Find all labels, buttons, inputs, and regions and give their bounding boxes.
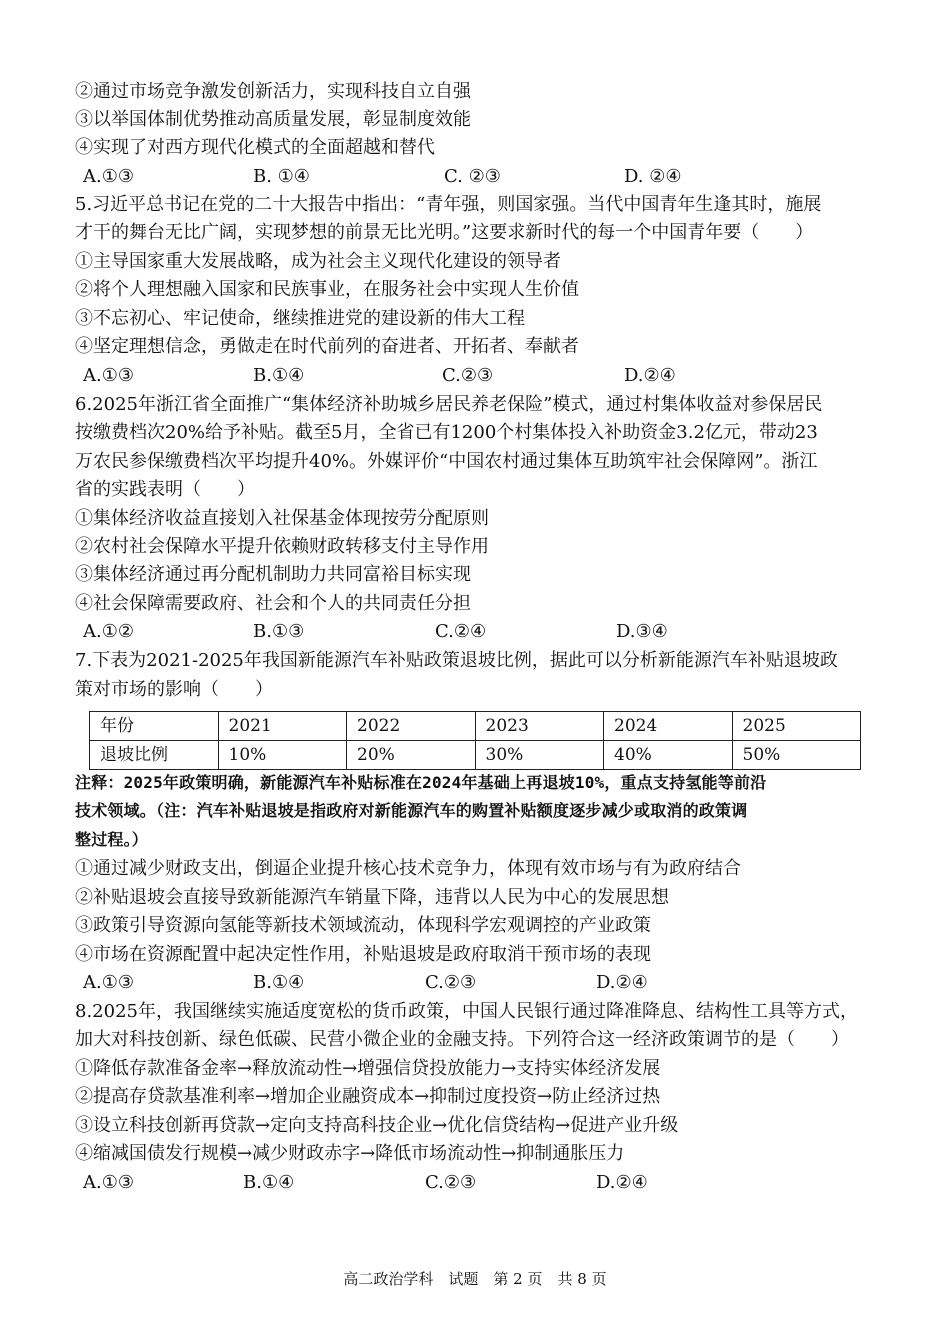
- q6-item-4: ④社会保障需要政府、社会和个人的共同责任分担: [75, 593, 471, 614]
- q7-option-d: D.②④: [596, 972, 648, 993]
- q4-option-d: D. ②④: [624, 166, 682, 187]
- table-cell: 10%: [218, 741, 347, 770]
- q7-note-line-1: 注释：2025年政策明确，新能源汽车补贴标准在2024年基础上再退坡10%，重点支持氢能等前沿: [75, 773, 767, 792]
- q7-item-1: ①通过减少财政支出，倒逼企业提升核心技术竞争力，体现有效市场与有为政府结合: [75, 858, 741, 879]
- q6-option-b: B.①③: [253, 621, 305, 642]
- table-cell: 40%: [604, 741, 733, 770]
- subsidy-table: [89, 711, 861, 770]
- page-footer: 高二政治学科 试题 第 2 页 共 8 页: [343, 1270, 607, 1288]
- q7-options: [75, 969, 895, 997]
- q7-item-4: ④市场在资源配置中起决定性作用，补贴退坡是政府取消干预市场的表现: [75, 944, 651, 965]
- q6-option-c: C.②④: [435, 621, 487, 642]
- q7-stem-line-2: 策对市场的影响（ ）: [75, 679, 273, 700]
- q8-item-3: ③设立科技创新再贷款→定向支持高科技企业→优化信贷结构→促进产业升级: [75, 1115, 679, 1136]
- q6-option-d: D.③④: [616, 621, 668, 642]
- q4-item-2: ②通过市场竞争激发创新活力，实现科技自立自强: [75, 81, 471, 102]
- q6-stem-line-3: 万农民参保缴费档次平均提升40%。外媒评价“中国农村通过集体互助筑牢社会保障网”。浙江: [75, 451, 818, 472]
- q7-option-a: A.①③: [83, 972, 134, 993]
- q5-item-3: ③不忘初心、牢记使命，继续推进党的建设新的伟大工程: [75, 308, 525, 329]
- q5-option-d: D.②④: [624, 365, 676, 386]
- q5-option-a: A.①③: [83, 365, 134, 386]
- q8-option-b: B.①④: [243, 1172, 295, 1193]
- q6-item-3: ③集体经济通过再分配机制助力共同富裕目标实现: [75, 564, 471, 585]
- q4-option-c: C. ②③: [444, 166, 501, 187]
- table-cell: 20%: [347, 741, 476, 770]
- table-header-cell: 2021: [218, 712, 347, 741]
- q7-stem-line-1: 7.下表为2021-2025年我国新能源汽车补贴政策退坡比例，据此可以分析新能源汽车补贴退坡政: [75, 650, 838, 671]
- q4-item-4: ④实现了对西方现代化模式的全面超越和替代: [75, 137, 435, 158]
- table-header-cell: 2022: [347, 712, 476, 741]
- q8-option-a: A.①③: [83, 1172, 134, 1193]
- q4-item-3: ③以举国体制优势推动高质量发展，彰显制度效能: [75, 109, 471, 130]
- table-cell: 退坡比例: [90, 741, 219, 770]
- q4-options: [75, 163, 895, 191]
- q7-option-c: C.②③: [425, 972, 477, 993]
- table-cell: 30%: [475, 741, 604, 770]
- q8-options: [75, 1169, 895, 1197]
- q8-option-d: D.②④: [596, 1172, 648, 1193]
- q4-option-b: B. ①④: [253, 166, 310, 187]
- q5-item-2: ②将个人理想融入国家和民族事业，在服务社会中实现人生价值: [75, 279, 579, 300]
- q6-item-2: ②农村社会保障水平提升依赖财政转移支付主导作用: [75, 536, 489, 557]
- q5-stem-line-2: 才干的舞台无比广阔，实现梦想的前景无比光明。”这要求新时代的每一个中国青年要（ ）: [75, 222, 814, 243]
- q5-option-b: B.①④: [253, 365, 305, 386]
- q8-item-2: ②提高存贷款基准利率→增加企业融资成本→抑制过度投资→防止经济过热: [75, 1086, 661, 1107]
- q6-options: [75, 618, 895, 646]
- q8-item-4: ④缩减国债发行规模→减少财政赤字→降低市场流动性→抑制通胀压力: [75, 1143, 625, 1164]
- q8-stem-line-1: 8.2025年，我国继续实施适度宽松的货币政策，中国人民银行通过降准降息、结构性工具等方式，: [75, 1001, 858, 1022]
- q5-stem-line-1: 5.习近平总书记在党的二十大报告中指出：“青年强，则国家强。当代中国青年生逢其时，施展: [75, 194, 822, 215]
- q7-item-3: ③政策引导资源向氢能等新技术领域流动，体现科学宏观调控的产业政策: [75, 915, 651, 936]
- q8-option-c: C.②③: [425, 1172, 477, 1193]
- q6-option-a: A.①②: [83, 621, 134, 642]
- table-header-cell: 2023: [475, 712, 604, 741]
- q7-option-b: B.①④: [253, 972, 305, 993]
- table-cell: 50%: [732, 741, 861, 770]
- q5-item-4: ④坚定理想信念，勇做走在时代前列的奋进者、开拓者、奉献者: [75, 336, 579, 357]
- q7-item-2: ②补贴退坡会直接导致新能源汽车销量下降，违背以人民为中心的发展思想: [75, 887, 669, 908]
- q5-item-1: ①主导国家重大发展战略，成为社会主义现代化建设的领导者: [75, 251, 561, 272]
- q5-options: [75, 362, 895, 390]
- q6-stem-line-1: 6.2025年浙江省全面推广“集体经济补助城乡居民养老保险”模式，通过村集体收益对参保居民: [75, 394, 823, 415]
- q7-note-line-2: 技术领域。（注：汽车补贴退坡是指政府对新能源汽车的购置补贴额度逐步减少或取消的政策调: [75, 801, 748, 820]
- table-header-cell: 2024: [604, 712, 733, 741]
- q5-option-c: C.②③: [442, 365, 494, 386]
- table-row: [90, 741, 861, 770]
- table-header-row: [90, 712, 861, 741]
- q6-item-1: ①集体经济收益直接划入社保基金体现按劳分配原则: [75, 508, 489, 529]
- table-header-cell: 年份: [90, 712, 219, 741]
- q6-stem-line-4: 省的实践表明（ ）: [75, 479, 255, 500]
- q4-option-a: A.①③: [83, 166, 134, 187]
- q7-note-line-3: 整过程。）: [75, 830, 149, 849]
- table-header-cell: 2025: [732, 712, 861, 741]
- q8-stem-line-2: 加大对科技创新、绿色低碳、民营小微企业的金融支持。下列符合这一经济政策调节的是（ ）: [75, 1029, 849, 1050]
- q6-stem-line-2: 按缴费档次20%给予补贴。截至5月，全省已有1200个村集体投入补助资金3.2亿元，带动23: [75, 422, 818, 443]
- q8-item-1: ①降低存款准备金率→释放流动性→增强信贷投放能力→支持实体经济发展: [75, 1058, 661, 1079]
